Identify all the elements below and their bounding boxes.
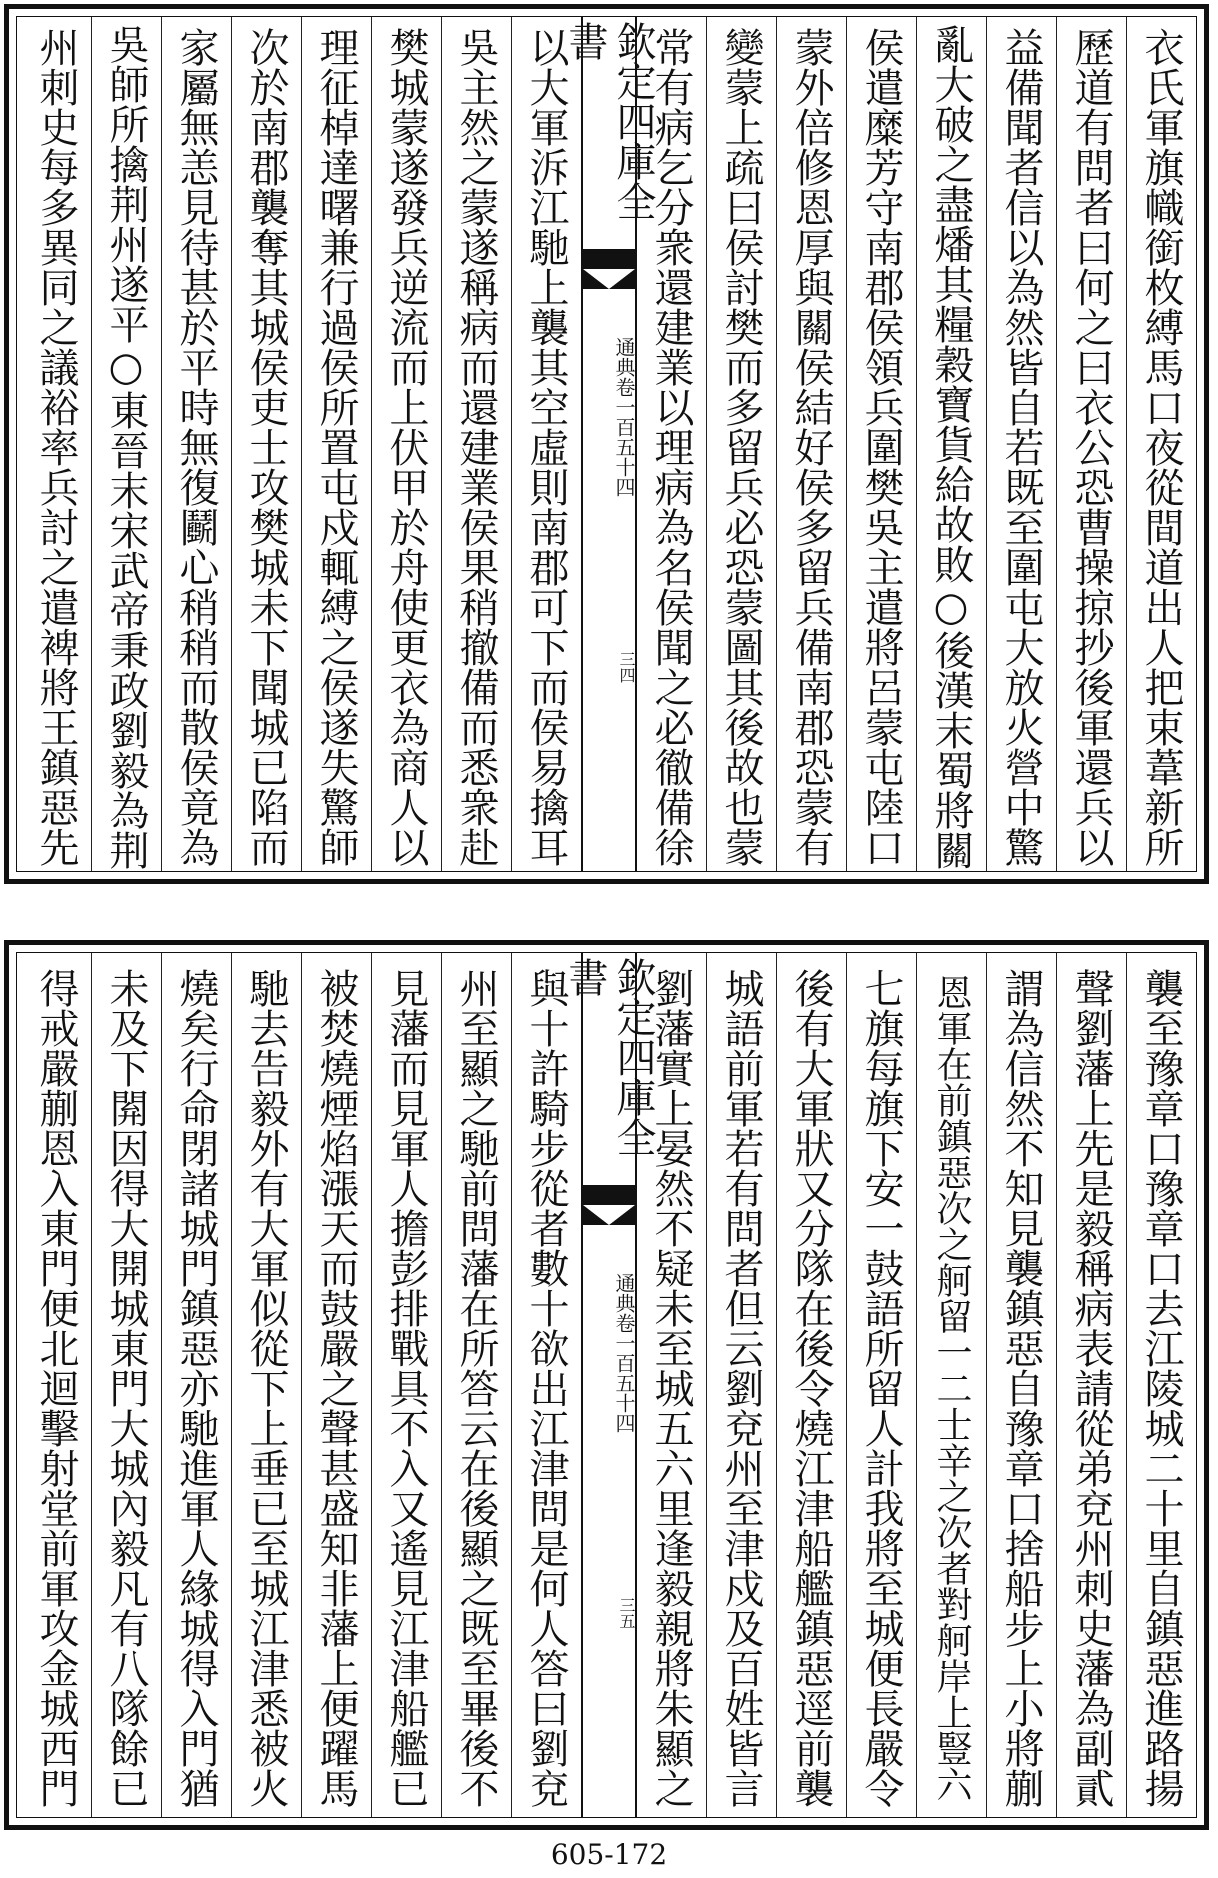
collection-title: 欽定四庫全書 [562, 957, 656, 1157]
text-column: 馳去告毅外有大軍似從下上垂已至城江津悉被火 [243, 968, 289, 1808]
column-rule [1126, 17, 1127, 871]
column-rule [846, 17, 847, 871]
collection-title: 欽定四庫全書 [562, 21, 656, 221]
book-name: 通典 [612, 1273, 636, 1313]
leaf-page-number: 三五 [617, 1597, 636, 1629]
column-rule [231, 17, 232, 871]
text-column: 次於南郡襲奪其城侯吏士攻樊城未下聞城已陷而 [243, 27, 289, 867]
page-center-heart [562, 953, 656, 1817]
column-rule [986, 17, 987, 871]
text-column: 七旗每旗下安一鼓語所留人計我將至城便長嚴令 [858, 968, 904, 1808]
fish-tail-notch [583, 1205, 635, 1225]
text-column: 家屬無恙見待甚於平時無復鬬心稍稍而散侯竟為 [173, 27, 219, 867]
text-column: 亂大破之盡燔其糧穀寶貨給故敗○後漢末蜀將關 [928, 24, 974, 870]
text-column: 恩軍在前鎮惡次之舸留一二士辛之次者對舸岸上豎六 [931, 974, 972, 1802]
text-column: 理征棹達曙兼行過侯所置屯戍輒縛之侯遂失驚師 [313, 27, 359, 867]
column-rule [1126, 953, 1127, 1817]
text-column: 城語前軍若有問者但云劉兗州至津戍及百姓皆言 [718, 968, 764, 1808]
column-rule [161, 17, 162, 871]
column-rule [511, 17, 512, 871]
column-rule [371, 17, 372, 871]
bottom-page-inner-border [16, 952, 1197, 1818]
book-name: 通典 [612, 337, 636, 377]
fish-tail-mark [583, 249, 635, 289]
text-column: 與十許騎步從者數十欲出江津問是何人答曰劉兗 [523, 968, 569, 1808]
text-column: 常有病乞分衆還建業以理病為名侯聞之必徹備徐 [648, 27, 694, 867]
column-rule [1056, 17, 1057, 871]
column-rule [371, 953, 372, 1817]
text-column: 得戒嚴蒯恩入東門便北迴擊射堂前軍攻金城西門 [33, 968, 79, 1808]
text-column: 衣氏軍旗幟銜枚縛馬口夜從間道出人把束葦新所 [1138, 27, 1184, 867]
column-rule [441, 17, 442, 871]
text-column: 州至顯之馳前問藩在所答云在後顯之既至畢後不 [453, 968, 499, 1808]
text-column: 侯遣糜芳守南郡侯領兵圍樊吳主遣將呂蒙屯陸口 [858, 27, 904, 867]
column-rule [916, 953, 917, 1817]
column-rule [231, 953, 232, 1817]
book-info [583, 1253, 635, 1453]
column-rule [161, 953, 162, 1817]
text-column: 吳主然之蒙遂稱病而還建業侯果稍撤備而悉衆赴 [453, 27, 499, 867]
column-rule [91, 953, 92, 1817]
text-column: 見藩而見軍人擔彭排戰具不入又遙見江津船艦已 [383, 968, 429, 1808]
text-column: 變蒙上疏曰侯討樊而多留兵必恐蒙圖其後故也蒙 [718, 27, 764, 867]
top-page [0, 0, 1218, 900]
fish-tail-mark [583, 1185, 635, 1225]
text-column: 吳師所擒荆州遂平○東晉末宋武帝秉政劉毅為荆 [103, 24, 149, 870]
bottom-page [0, 940, 1218, 1840]
book-info [583, 317, 635, 517]
text-column: 聲劉藩上先是毅稱病表請從弟兗州刺史藩為副貳 [1068, 968, 1114, 1808]
text-column: 被焚燒煙焰漲天而鼓嚴之聲甚盛知非藩上便躍馬 [313, 968, 359, 1808]
text-column: 謂為信然不知見襲鎮惡自豫章口捨船步上小將蒯 [998, 968, 1044, 1808]
column-rule [706, 17, 707, 871]
text-column: 燒矣行命閉諸城門鎮惡亦馳進軍人緣城得入門猶 [173, 968, 219, 1808]
text-column: 襲至豫章口豫章口去江陵城二十里自鎮惡進路揚 [1138, 968, 1184, 1808]
column-rule [301, 953, 302, 1817]
column-rule [986, 953, 987, 1817]
text-column: 蒙外倍修恩厚與關侯結好侯多留兵備南郡恐蒙有 [788, 27, 834, 867]
text-column: 樊城蒙遂發兵逆流而上伏甲於舟使更衣為商人以 [383, 27, 429, 867]
text-column: 州刺史每多異同之議裕率兵討之遣裨將王鎮惡先 [33, 27, 79, 867]
top-page-inner-border [16, 16, 1197, 872]
column-rule [511, 953, 512, 1817]
page-center-heart [562, 17, 656, 871]
text-column: 以大軍泝江馳上襲其空虛則南郡可下而侯易擒耳 [523, 27, 569, 867]
column-rule [91, 17, 92, 871]
column-rule [776, 17, 777, 871]
column-rule [776, 953, 777, 1817]
column-rule [846, 953, 847, 1817]
column-rule [916, 17, 917, 871]
fish-tail-notch [583, 269, 635, 289]
volume-label: 卷一百五十四 [612, 377, 636, 497]
column-rule [706, 953, 707, 1817]
text-column: 益備聞者信以為然皆自若既至圍屯大放火營中驚 [998, 27, 1044, 867]
page-footer-number: 605-172 [550, 1838, 668, 1871]
column-rule [1056, 953, 1057, 1817]
text-column: 歷道有問者曰何之曰衣公恐曹操掠抄後軍還兵以 [1068, 27, 1114, 867]
text-column: 劉藩實上晏然不疑未至城五六里逢毅親將朱顯之 [648, 968, 694, 1808]
top-page-frame [4, 4, 1209, 884]
bottom-page-frame [4, 940, 1209, 1830]
column-rule [301, 17, 302, 871]
volume-label: 卷一百五十四 [612, 1313, 636, 1433]
column-rule [441, 953, 442, 1817]
leaf-page-number: 三四 [617, 651, 636, 683]
text-column: 後有大軍狀又分隊在後令燒江津船艦鎮惡逕前襲 [788, 968, 834, 1808]
text-column: 未及下閞因得大開城東門大城內毅凡有八隊餘已 [103, 968, 149, 1808]
